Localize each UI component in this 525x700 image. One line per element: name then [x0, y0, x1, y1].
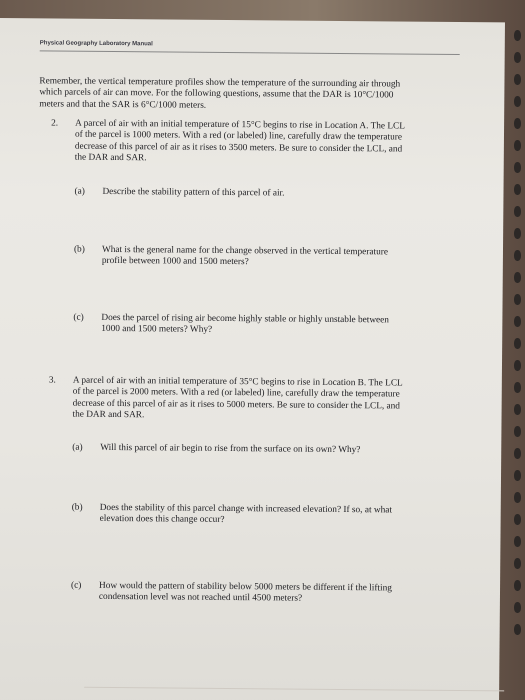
binder-hole [514, 558, 521, 569]
part-letter: (c) [71, 580, 82, 591]
question-3c-text [99, 581, 479, 607]
question-line: A parcel of air with an initial temperature of 15°C begins to rise in Location A. The LCL [75, 118, 406, 132]
question-3b-text [100, 503, 480, 529]
part-line: Does the parcel of rising air become highly stable or highly unstable between [101, 312, 390, 326]
binder-hole [514, 30, 521, 41]
binder-hole [514, 624, 521, 635]
binder-hole [514, 228, 521, 239]
part-letter: (b) [71, 502, 83, 513]
binder-hole [514, 140, 521, 151]
part-line: Describe the stability pattern of this parcel of air. [102, 186, 285, 199]
question-2c-text [101, 313, 481, 339]
question-3-text [72, 376, 472, 425]
binder-hole [514, 426, 521, 437]
question-2a-text [102, 187, 482, 202]
question-number: 3. [48, 375, 56, 386]
worksheet-page [0, 18, 505, 700]
binder-hole [514, 382, 521, 393]
question-line: decrease of this parcel of air as it rises to 5000 meters. Be sure to consider the LCL, and [72, 398, 401, 412]
binder-hole [514, 250, 521, 261]
intro-line: meters and that the SAR is 6°C/1000 meters. [39, 98, 207, 111]
part-letter: (b) [73, 244, 85, 255]
binder-hole [514, 294, 521, 305]
binder-hole [514, 360, 521, 371]
binder-hole [514, 492, 521, 503]
intro-line: which parcels of air can move. For the following questions, assume that the DAR is 10°C/1000 [39, 87, 394, 101]
question-2b-text [102, 245, 482, 271]
question-line: decrease of this parcel of air as it rises to 3500 meters. Be sure to consider the LCL, and [74, 141, 403, 155]
page-header: Physical Geography Laboratory Manual [40, 40, 460, 55]
binder-hole [514, 404, 521, 415]
part-line: 1000 and 1500 meters? Why? [101, 324, 213, 336]
binder-hole [514, 118, 521, 129]
binder-hole [514, 162, 521, 173]
question-line: of the parcel is 2000 meters. With a red (or labeled) line, carefully draw the temperature [72, 386, 400, 400]
intro-line: Remember, the vertical temperature profiles show the temperature of the surrounding air through [39, 76, 401, 90]
binder-hole [514, 448, 521, 459]
part-line: condensation level was not reached until 4500 meters? [98, 592, 303, 604]
binder-hole [514, 96, 521, 107]
question-line: of the parcel is 1000 meters. With a red (or labeled) line, carefully draw the temperature [74, 129, 403, 143]
question-line: A parcel of air with an initial temperature of 35°C begins to rise in Location B. The LCL [72, 375, 403, 389]
binder-hole [514, 206, 521, 217]
binder-hole [514, 338, 521, 349]
part-line: elevation does this change occur? [99, 514, 225, 526]
part-line: What is the general name for the change observed in the vertical temperature [101, 244, 389, 258]
part-letter: (a) [74, 186, 85, 197]
binder-hole [514, 470, 521, 481]
question-3a-text [100, 443, 480, 458]
part-letter: (a) [72, 442, 83, 453]
question-line: the DAR and SAR. [74, 152, 147, 164]
intro-paragraph [39, 76, 459, 114]
binder-hole [514, 514, 521, 525]
part-letter: (c) [73, 312, 84, 323]
binder-hole [514, 272, 521, 283]
binder-hole [514, 602, 521, 613]
binder-hole [514, 316, 521, 327]
binder-hole [514, 74, 521, 85]
question-number: 2. [51, 118, 59, 129]
binder-hole [514, 52, 521, 63]
question-2-text [75, 119, 475, 168]
question-line: the DAR and SAR. [72, 409, 145, 421]
binder-hole [514, 580, 521, 591]
binder-hole [514, 184, 521, 195]
binder-holes [503, 30, 525, 690]
part-line: Does the stability of this parcel change with increased elevation? If so, at what [99, 502, 393, 516]
part-line: How would the pattern of stability below 5000 meters be different if the lifting [99, 580, 392, 594]
part-line: profile between 1000 and 1500 meters? [101, 256, 249, 268]
part-line: Will this parcel of air begin to rise from the surface on its own? Why? [100, 442, 361, 456]
page-rule [84, 687, 504, 692]
binder-hole [514, 536, 521, 547]
